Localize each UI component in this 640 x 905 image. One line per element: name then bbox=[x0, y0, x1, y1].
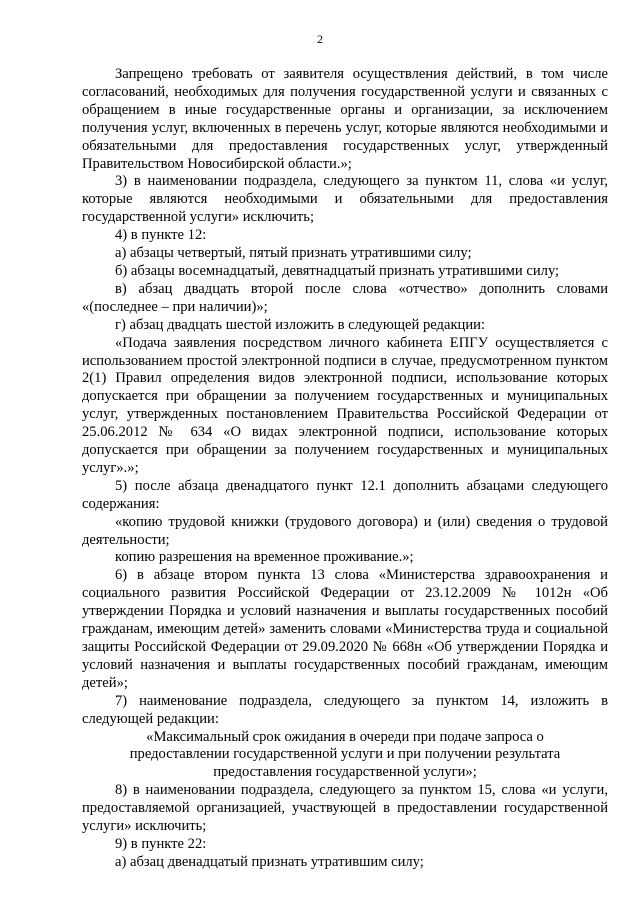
paragraph: 9) в пункте 22: bbox=[115, 835, 207, 852]
paragraph: 5) после абзаца двенадцатого пункт 12.1 дополнить абзацами следующего содержания: bbox=[82, 477, 608, 512]
paragraph: в) абзац двадцать второй после слова «отчество» дополнить словами «(последнее – при наличии)»; bbox=[82, 280, 608, 315]
paragraph: копию разрешения на временное проживание.»; bbox=[115, 549, 414, 566]
paragraph: 6) в абзаце втором пункта 13 слова «Министерства здравоохранения и социального развития Российской Федерации от 23.12.2009 № 1012н «Об утверждении Порядка и условий назначения и выплаты государственных пособий гражданам, имеющим детей» заменить словами «Министерства труда и социальной защиты Российской Федерации от 29.09.2020 № 668н «Об утверждении Порядка и условий назначения и выплаты государственных пособий гражданам, имеющим детей»; bbox=[82, 567, 608, 691]
paragraph: «копию трудовой книжки (трудового договора) и (или) сведения о трудовой деятельности; bbox=[82, 513, 608, 548]
paragraph: 7) наименование подраздела, следующего за пунктом 14, изложить в следующей редакции: bbox=[82, 692, 608, 727]
paragraph: а) абзац двенадцатый признать утратившим силу; bbox=[115, 853, 424, 870]
paragraph: 4) в пункте 12: bbox=[115, 227, 207, 244]
paragraph: г) абзац двадцать шестой изложить в следующей редакции: bbox=[115, 316, 486, 333]
document-body bbox=[82, 66, 608, 872]
centered-heading: «Максимальный срок ожидания в очереди при подаче запроса о предоставлении государственной услуги и при получении результата предоставления государственной услуги»; bbox=[129, 728, 561, 781]
paragraph: «Подача заявления посредством личного кабинета ЕПГУ осуществляется с использованием простой электронной подписи в случае, предусмотренном пунктом 2(1) Правил определения видов электронной подписи, использование которых допускается при обращении за получением государственных и муниципальных услуг, утвержденных постановлением Правительства Российской Федерации от 25.06.2012 № 634 «О видах электронной подписи, использование которых допускается при обращении за получением государственных и муниципальных услуг».»; bbox=[82, 334, 608, 476]
page-number: 2 bbox=[317, 32, 323, 46]
paragraph: 8) в наименовании подраздела, следующего за пунктом 15, слова «и услуги, предоставляемой организацией, участвующей в предоставлении государственной услуги» исключить; bbox=[82, 782, 608, 835]
paragraph: 3) в наименовании подраздела, следующего за пунктом 11, слова «и услуг, которые являются необходимыми и обязательными для предоставления государственной услуги» исключить; bbox=[82, 173, 608, 226]
paragraph: б) абзацы восемнадцатый, девятнадцатый признать утратившими силу; bbox=[115, 262, 560, 279]
paragraph: а) абзацы четвертый, пятый признать утратившими силу; bbox=[115, 245, 472, 262]
paragraph: Запрещено требовать от заявителя осуществления действий, в том числе согласований, необходимых для получения государственной услуги и связанных с обращением в иные государственные органы и организации, за исключением получения услуг, включенных в перечень услуг, которые являются необходимыми и обязательными для предоставления государственных услуг, утвержденный Правительством Новосибирской области.»; bbox=[82, 66, 608, 172]
